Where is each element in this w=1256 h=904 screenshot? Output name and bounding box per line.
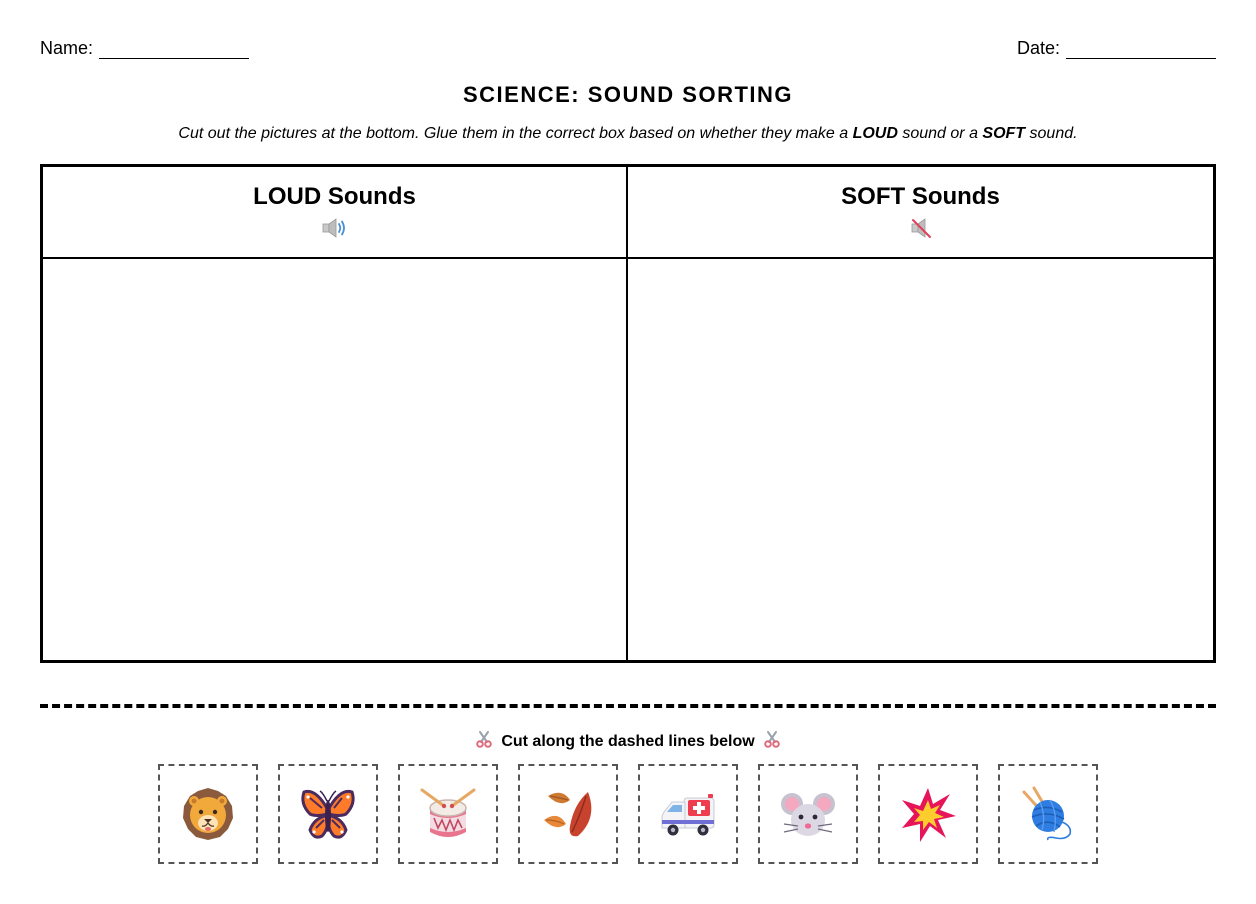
cutout-card-lion[interactable] xyxy=(158,764,258,864)
cutout-card-ambulance[interactable] xyxy=(638,764,738,864)
instructions-part2: sound or a xyxy=(897,125,983,142)
falling-leaves-icon xyxy=(538,784,598,844)
instructions xyxy=(40,125,1216,143)
cut-line xyxy=(40,704,1216,708)
mouse-icon xyxy=(778,784,838,844)
instructions-soft: SOFT xyxy=(982,125,1026,142)
cutout-card-explosion[interactable] xyxy=(878,764,978,864)
drum-icon xyxy=(418,784,478,844)
cut-note-text: Cut along the dashed lines below xyxy=(501,732,755,750)
instructions-part1: Cut out the pictures at the bottom. Glue them in the correct box based on whether they make a xyxy=(178,125,853,142)
lion-icon xyxy=(178,784,238,844)
scissors-icon xyxy=(763,730,781,753)
explosion-icon xyxy=(898,784,958,844)
ambulance-icon xyxy=(658,784,718,844)
date-field xyxy=(1017,38,1216,59)
worksheet-title: SCIENCE: SOUND SORTING xyxy=(462,82,794,107)
soft-column-header xyxy=(628,167,1213,259)
cutout-cards xyxy=(158,764,1098,864)
speaker-loud-icon xyxy=(322,217,348,244)
cutout-card-butterfly[interactable] xyxy=(278,764,378,864)
name-blank-line xyxy=(99,41,249,59)
cutout-card-yarn[interactable] xyxy=(998,764,1098,864)
loud-glue-area xyxy=(43,259,628,660)
soft-glue-area xyxy=(628,259,1213,660)
name-label: Name: xyxy=(40,38,94,58)
soft-column-title: SOFT Sounds xyxy=(841,183,1000,210)
loud-column-header xyxy=(43,167,628,259)
header-row xyxy=(40,38,1216,64)
sorting-table xyxy=(40,164,1216,663)
speaker-muted-icon xyxy=(910,217,932,244)
yarn-ball-icon xyxy=(1018,784,1078,844)
cutout-card-drum[interactable] xyxy=(398,764,498,864)
cutout-card-mouse[interactable] xyxy=(758,764,858,864)
scissors-icon xyxy=(475,730,493,753)
cut-note xyxy=(40,730,1216,753)
butterfly-icon xyxy=(298,784,358,844)
date-blank-line xyxy=(1066,41,1216,59)
cutout-card-leaves[interactable] xyxy=(518,764,618,864)
instructions-part3: sound. xyxy=(1025,125,1078,142)
date-label: Date: xyxy=(1016,38,1060,58)
worksheet-page xyxy=(40,0,1216,904)
name-field xyxy=(40,38,249,59)
instructions-loud: LOUD xyxy=(852,125,898,142)
loud-column-title: LOUD Sounds xyxy=(253,183,416,210)
